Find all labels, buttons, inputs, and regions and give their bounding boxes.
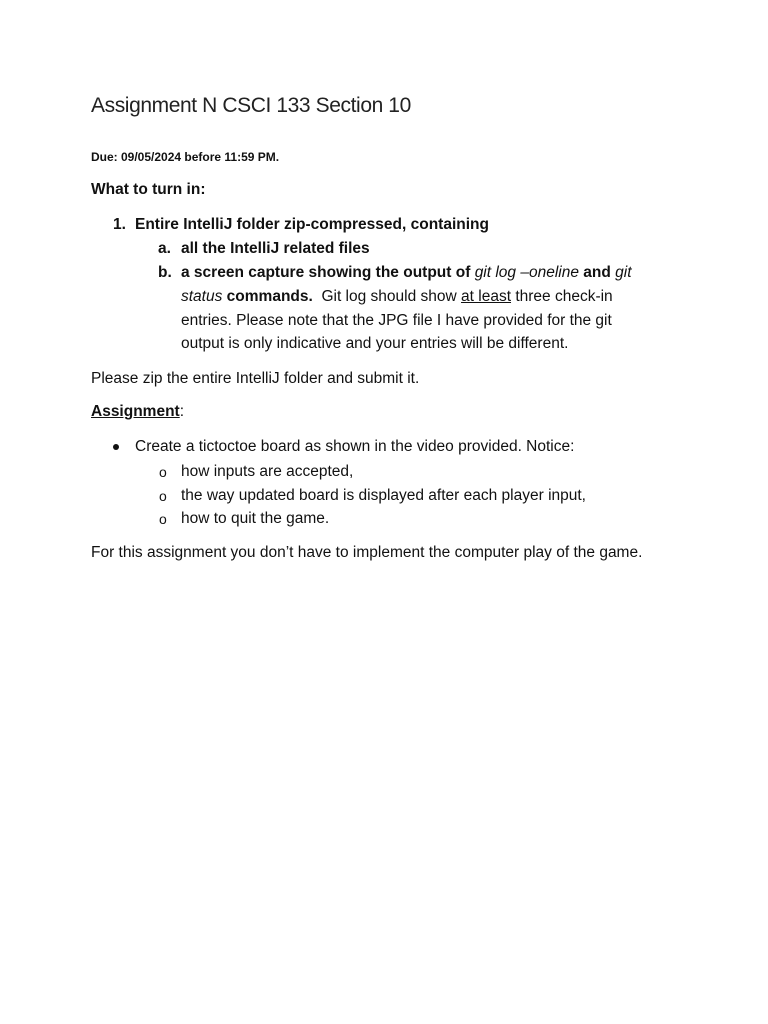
git-command-word: git xyxy=(615,264,632,281)
sub-item-a-label: a. xyxy=(158,240,171,257)
assignment-colon: : xyxy=(179,403,185,420)
three-checkin-text: three check-in xyxy=(515,288,613,305)
sub-item-b-line-1 xyxy=(181,264,632,282)
sub-bullet-circle-icon: o xyxy=(159,464,167,480)
bullet-dot-icon xyxy=(113,444,119,450)
commands-word: commands. xyxy=(226,288,313,305)
document-title: Assignment N CSCI 133 Section 10 xyxy=(91,94,411,117)
status-command-word: status xyxy=(181,288,223,305)
list-item-1-text: Entire IntelliJ folder zip-compressed, containing xyxy=(135,216,489,233)
and-word: and xyxy=(583,264,611,281)
notice-item: how to quit the game. xyxy=(181,510,330,527)
sub-item-b-line-4: output is only indicative and your entries will be different. xyxy=(181,335,569,352)
list-number-1: 1. xyxy=(113,216,126,233)
bullet-item-text: Create a tictoctoe board as shown in the video provided. Notice: xyxy=(135,438,575,455)
git-log-command: git log –oneline xyxy=(474,264,579,281)
assignment-heading-line xyxy=(91,403,184,421)
due-date: Due: 09/05/2024 before 11:59 PM. xyxy=(91,150,280,164)
sub-item-b-line-3: entries. Please note that the JPG file I have provided for the git xyxy=(181,312,612,329)
sub-bullet-circle-icon: o xyxy=(159,488,167,504)
notice-item: how inputs are accepted, xyxy=(181,463,354,480)
assignment-heading: Assignment xyxy=(91,403,180,420)
git-log-should-show: Git log should show xyxy=(321,288,457,305)
sub-item-b-line-2 xyxy=(181,288,613,306)
at-least-underlined: at least xyxy=(461,288,512,305)
zip-instruction: Please zip the entire IntelliJ folder and submit it. xyxy=(91,370,420,387)
sub-item-b-label: b. xyxy=(158,264,172,281)
notice-item: the way updated board is displayed after each player input, xyxy=(181,487,586,504)
sub-bullet-circle-icon: o xyxy=(159,511,167,527)
sub-item-b-part1: a screen capture showing the output of xyxy=(181,264,471,281)
closing-text: For this assignment you don’t have to implement the computer play of the game. xyxy=(91,544,643,561)
what-to-turn-in-heading: What to turn in: xyxy=(91,181,206,198)
sub-item-a-text: all the IntelliJ related files xyxy=(181,240,370,257)
